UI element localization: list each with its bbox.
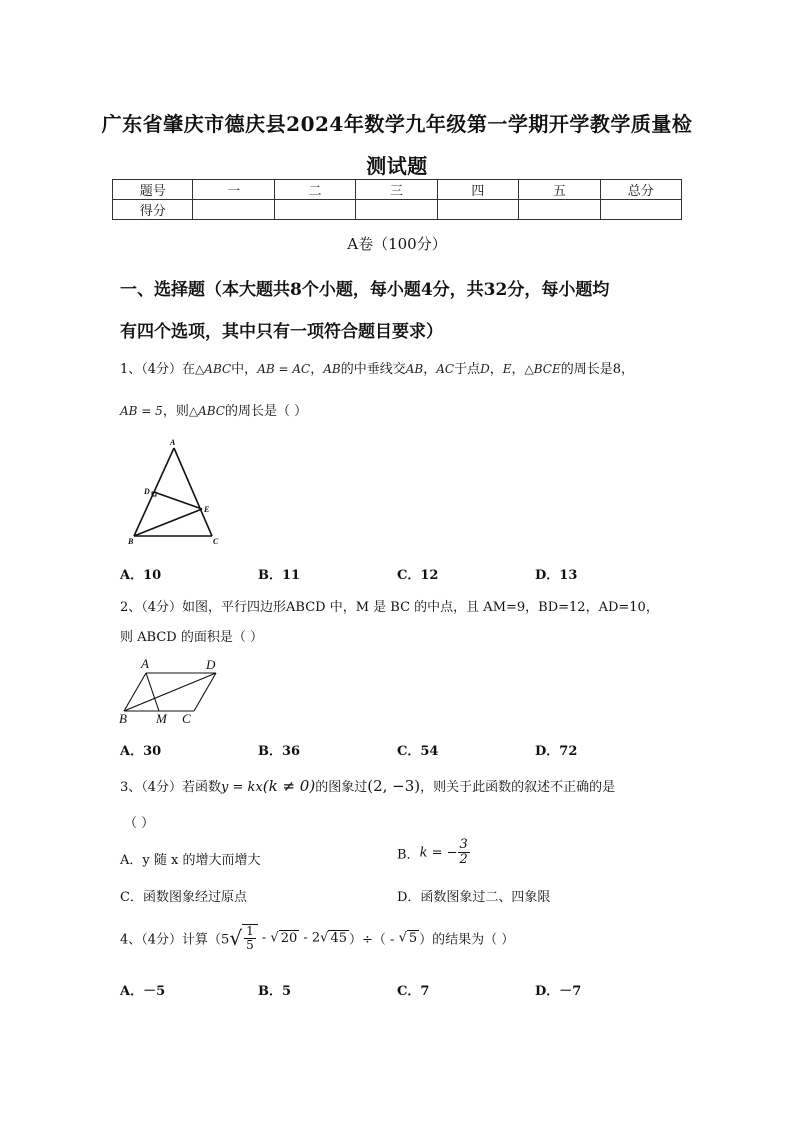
fraction-numerator: 3 xyxy=(459,837,468,852)
score-cell-empty[interactable] xyxy=(437,200,518,220)
q2-line1: 2、（4分）如图，平行四边形ABCD 中，M 是 BC 的中点，且 AM=9，BD=12，AD=10， xyxy=(120,600,659,615)
q1-line2 xyxy=(120,400,307,419)
q1-math: BCE xyxy=(533,362,561,376)
q4-text: 4、（4分）计算（5 xyxy=(120,932,230,948)
q1-line1 xyxy=(120,358,634,377)
document-title-line1: 广东省肇庆市德庆县2024年数学九年级第一学期开学教学质量检 xyxy=(101,112,693,136)
score-table-cell: 五 xyxy=(519,180,600,200)
q1-triangle-figure xyxy=(118,438,228,548)
document-title-line2: 测试题 xyxy=(366,154,428,178)
sqrt-icon: √ xyxy=(229,926,243,951)
q4-text: ）的结果为（ ） xyxy=(419,932,515,948)
q1-option-c[interactable]: C．12 xyxy=(397,568,439,583)
q3-option-b[interactable] xyxy=(397,838,470,868)
q3-point: (2, −3) xyxy=(367,777,421,795)
q1-math: AB xyxy=(323,362,341,376)
q4-text: - 2 xyxy=(299,930,321,946)
score-table-cell: 总分 xyxy=(600,180,681,200)
label-a: A xyxy=(170,438,176,447)
q4-option-a[interactable]: A．－5 xyxy=(120,984,166,999)
side-ab xyxy=(124,673,146,711)
q1-math: ABC xyxy=(198,404,225,418)
label-d: D xyxy=(144,487,150,496)
score-table-row-label: 得分 xyxy=(113,200,193,220)
q3-text: 3、（4分）若函数 xyxy=(120,780,222,795)
label-e: E xyxy=(204,505,210,514)
q1-math: AC xyxy=(436,362,455,376)
q1-math: AB = AC xyxy=(257,362,311,376)
q1-text: 的周长是（ ） xyxy=(224,404,308,419)
sqrt-radicand: 5 xyxy=(408,930,418,946)
side-dc xyxy=(194,673,216,711)
diagonal-bd xyxy=(124,673,216,711)
q2-option-b[interactable]: B．36 xyxy=(258,744,301,759)
q1-text: 1、（4分）在 xyxy=(120,362,196,377)
section-heading-line1: 一、选择题（本大题共8个小题，每小题4分，共32分，每小题均 xyxy=(120,280,610,300)
fraction-denominator: 5 xyxy=(246,938,254,953)
score-cell-empty[interactable] xyxy=(519,200,600,220)
score-table-cell: 三 xyxy=(356,180,437,200)
q3-option-c[interactable]: C．函数图象经过原点 xyxy=(120,890,247,905)
q1-text: ， xyxy=(310,362,324,377)
q1-text: ，则 xyxy=(162,404,189,419)
q3-line1 xyxy=(120,776,615,795)
q4-option-b[interactable]: B．5 xyxy=(258,984,292,999)
label-b: B xyxy=(119,711,127,726)
score-table-cell: 一 xyxy=(193,180,274,200)
q1-text: ， xyxy=(423,362,437,377)
q1-text: ， xyxy=(511,362,525,377)
q1-option-a[interactable]: A．10 xyxy=(120,568,162,583)
score-cell-empty[interactable] xyxy=(274,200,355,220)
triangle-symbol: △ xyxy=(524,362,534,376)
sqrt-icon: √ xyxy=(398,930,407,946)
score-table-cell: 四 xyxy=(437,180,518,200)
q4-text: ）÷（ - xyxy=(349,932,399,948)
q3-option-d[interactable]: D．函数图象过二、四象限 xyxy=(397,890,551,905)
label-d: D xyxy=(206,657,216,672)
q4-line xyxy=(120,924,514,952)
triangle-symbol: △ xyxy=(195,362,205,376)
q3-answer-paren: （ ） xyxy=(124,816,155,831)
q2-option-c[interactable]: C．54 xyxy=(397,744,439,759)
q4-text: - xyxy=(257,930,271,946)
q3-option-a[interactable]: A．y 随 x 的增大而增大 xyxy=(120,853,261,868)
q1-math: D xyxy=(480,362,490,376)
score-table-score-row xyxy=(113,200,682,220)
label-b: B xyxy=(128,537,134,546)
q2-option-a[interactable]: A．30 xyxy=(120,744,162,759)
label-a: A xyxy=(141,656,149,671)
q3-text: 的图象过 xyxy=(315,780,368,795)
q1-text: 于点 xyxy=(454,362,481,377)
label-c: C xyxy=(213,537,219,546)
fraction xyxy=(458,838,470,868)
q3-option-b-expr: k = − xyxy=(419,845,458,861)
q1-text: 中， xyxy=(231,362,258,377)
fraction-numerator: 1 xyxy=(246,924,254,938)
q2-parallelogram-figure xyxy=(116,655,246,727)
q4-option-c[interactable]: C．7 xyxy=(397,984,430,999)
label-m: M xyxy=(156,711,167,726)
q3-function: y = kx xyxy=(221,780,263,795)
score-table-cell: 二 xyxy=(274,180,355,200)
q1-text: 的周长是8， xyxy=(560,362,635,377)
label-c: C xyxy=(182,711,191,726)
score-cell-empty[interactable] xyxy=(193,200,274,220)
q1-math: ABC xyxy=(204,362,232,376)
score-table-cell: 题号 xyxy=(113,180,193,200)
sqrt-radicand: 45 xyxy=(330,930,348,946)
score-cell-empty[interactable] xyxy=(600,200,681,220)
triangle-symbol: △ xyxy=(188,404,199,418)
score-cell-empty[interactable] xyxy=(356,200,437,220)
fraction-denominator: 2 xyxy=(459,852,468,868)
q1-math: E xyxy=(502,362,512,376)
q2-option-d[interactable]: D．72 xyxy=(535,744,578,759)
q1-math: AB xyxy=(405,362,424,376)
q4-option-d[interactable]: D．－7 xyxy=(535,984,582,999)
section-a-label: A卷（100分） xyxy=(347,235,447,253)
score-table xyxy=(112,179,682,220)
q1-math: AB = 5 xyxy=(120,404,163,418)
q3-text: ，则关于此函数的叙述不正确的是 xyxy=(420,780,616,795)
q2-line2: 则 ABCD 的面积是（ ） xyxy=(120,630,263,645)
q3-option-b-label: B． xyxy=(397,847,420,863)
segment-am xyxy=(146,673,159,711)
sqrt-icon: √ xyxy=(320,930,329,946)
q3-condition: (k ≠ 0) xyxy=(262,777,316,795)
sqrt-fraction xyxy=(242,924,258,952)
score-table-header-row xyxy=(113,180,682,200)
q1-text: ， xyxy=(489,362,503,377)
sqrt-icon: √ xyxy=(270,930,279,946)
q1-option-d[interactable]: D．13 xyxy=(535,568,578,583)
section-heading-line2: 有四个选项，其中只有一项符合题目要求） xyxy=(120,322,443,342)
q1-text: 的中垂线交 xyxy=(340,362,406,377)
q1-option-b[interactable]: B．11 xyxy=(258,568,301,583)
sqrt-radicand: 20 xyxy=(280,930,298,946)
triangle-side-ac xyxy=(174,448,212,536)
